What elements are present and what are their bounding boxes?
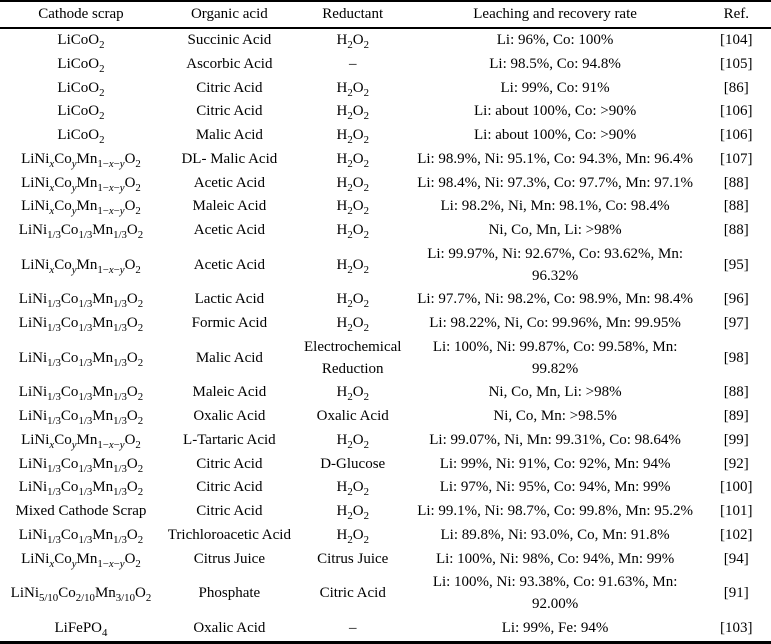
- reductant-cell: $H_2O_2$: [336, 291, 369, 311]
- ref-cell: [106]: [720, 103, 753, 120]
- table-row: [0, 288, 771, 312]
- ref-cell: [96]: [723, 291, 749, 308]
- organic-acid-cell: Maleic Acid: [192, 384, 267, 401]
- ref-cell: [88]: [723, 384, 749, 401]
- cathode-scrap-cell: $LiNi_{1/3}Co_{1/3}Mn_{1/3}O_2$: [18, 479, 144, 499]
- ref-cell: [91]: [723, 585, 749, 602]
- organic-acid-cell: Malic Acid: [195, 349, 263, 366]
- ref-cell: [106]: [720, 127, 753, 143]
- organic-acid-cell: L-Tartaric Acid: [183, 431, 276, 448]
- table-row: [0, 312, 771, 336]
- reductant-cell: $H_2O_2$: [336, 222, 369, 241]
- leaching-recovery-rate-cell: Li: 99%, Fe: 94%: [501, 619, 609, 636]
- leaching-recovery-rate-cell: Li: 99%, Co: 91%: [500, 79, 610, 96]
- cathode-scrap-cell: LiCoO$_2$: [57, 127, 105, 146]
- cathode-scrap-cell: $LiNi_xCo_yMn_{1-x-y}O_2$: [21, 174, 141, 194]
- organic-acid-cell: Citric Acid: [196, 479, 263, 496]
- leaching-recovery-rate-cell: Li: 98.4%, Ni: 97.3%, Co: 97.7%, Mn: 97.1%: [417, 174, 694, 191]
- table-row: [0, 77, 771, 101]
- reductant-cell: –: [348, 619, 357, 636]
- column-header-leaching-recovery-rate: Leaching and recovery rate: [473, 6, 637, 22]
- leaching-recovery-rate-cell: Ni, Co, Mn, Li: >98%: [488, 384, 622, 401]
- table-row: [0, 617, 771, 642]
- reductant-cell: Citric Acid: [319, 585, 386, 602]
- table-row: [0, 336, 771, 382]
- header-row: [0, 1, 771, 28]
- leaching-recovery-rate-cell: Li: about 100%, Co: >90%: [474, 127, 637, 143]
- reductant-cell: Electrochemical Reduction: [303, 338, 402, 377]
- ref-cell: [88]: [723, 222, 749, 238]
- reductant-cell: $H_2O_2$: [336, 174, 369, 194]
- organic-acid-cell: Oxalic Acid: [193, 408, 266, 424]
- table-row: [0, 429, 771, 453]
- organic-acid-cell: Citric Acid: [196, 79, 263, 96]
- reductant-cell: Citrus Juice: [317, 550, 389, 567]
- table-header: [0, 1, 771, 28]
- reductant-cell: $H_2O_2$: [336, 256, 369, 276]
- table-body: [0, 28, 771, 642]
- reductant-cell: $H_2O_2$: [336, 127, 369, 146]
- cathode-scrap-cell: $LiNi_{1/3}Co_{1/3}Mn_{1/3}O_2$: [18, 408, 144, 427]
- reductant-cell: $H_2O_2$: [336, 526, 369, 546]
- cathode-scrap-cell: LiCoO$_2$: [57, 79, 105, 99]
- table-row: [0, 500, 771, 524]
- organic-acid-cell: Succinic Acid: [187, 32, 272, 48]
- organic-acid-cell: Malic Acid: [195, 127, 263, 143]
- organic-acid-cell: Acetic Acid: [193, 222, 265, 238]
- cathode-scrap-cell: Mixed Cathode Scrap: [15, 503, 147, 519]
- ref-cell: [104]: [720, 32, 753, 48]
- leaching-recovery-rate-cell: Ni, Co, Mn: >98.5%: [493, 408, 617, 424]
- cathode-scrap-cell: $LiNi_{1/3}Co_{1/3}Mn_{1/3}O_2$: [18, 315, 144, 334]
- ref-cell: [86]: [723, 79, 749, 96]
- reductant-cell: $H_2O_2$: [336, 32, 369, 51]
- cathode-scrap-cell: $LiNi_xCo_yMn_{1-x-y}O_2$: [21, 431, 141, 451]
- column-header-reductant: Reductant: [322, 6, 384, 22]
- cathode-scrap-cell: $LiNi_{1/3}Co_{1/3}Mn_{1/3}O_2$: [18, 455, 144, 475]
- cathode-scrap-cell: LiCoO$_2$: [57, 55, 105, 75]
- cathode-scrap-cell: $LiNi_xCo_yMn_{1-x-y}O_2$: [21, 150, 141, 170]
- organic-acid-cell: Citric Acid: [196, 503, 263, 519]
- ref-cell: [92]: [723, 455, 749, 472]
- ref-cell: [99]: [723, 431, 749, 448]
- leaching-recovery-rate-cell: Li: 97%, Ni: 95%, Co: 94%, Mn: 99%: [439, 479, 671, 496]
- ref-cell: [89]: [723, 408, 749, 424]
- reductant-cell: $H_2O_2$: [336, 79, 369, 99]
- reductant-cell: $H_2O_2$: [336, 384, 369, 404]
- cathode-scrap-cell: LiCoO$_2$: [57, 103, 105, 123]
- reductant-cell: $H_2O_2$: [336, 431, 369, 451]
- organic-acid-cell: Citric Acid: [196, 455, 263, 472]
- leaching-recovery-rate-cell: Li: about 100%, Co: >90%: [474, 103, 637, 120]
- organic-acid-cell: Citrus Juice: [193, 550, 265, 567]
- organic-acid-cell: Maleic Acid: [192, 198, 267, 215]
- organic-acid-cell: Phosphate: [198, 585, 261, 602]
- organic-acid-cell: Acetic Acid: [193, 174, 265, 191]
- leaching-recovery-rate-cell: Li: 99.1%, Ni: 98.7%, Co: 99.8%, Mn: 95.2%: [417, 503, 694, 519]
- leaching-recovery-rate-cell: Li: 98.22%, Ni, Co: 99.96%, Mn: 99.95%: [429, 315, 681, 331]
- ref-cell: [88]: [723, 174, 749, 191]
- column-header-cathode-scrap: Cathode scrap: [38, 6, 124, 22]
- leaching-recovery-rate-cell: Li: 100%, Ni: 93.38%, Co: 91.63%, Mn: 92.00%: [432, 574, 678, 612]
- reductant-cell: $H_2O_2$: [336, 103, 369, 123]
- leaching-recovery-rate-cell: Li: 98.9%, Ni: 95.1%, Co: 94.3%, Mn: 96.4%: [417, 150, 694, 167]
- ref-cell: [88]: [723, 198, 749, 215]
- ref-cell: [100]: [720, 479, 753, 496]
- leaching-recovery-rate-cell: Li: 96%, Co: 100%: [496, 32, 614, 48]
- table-row: [0, 453, 771, 477]
- organic-acid-cell: DL- Malic Acid: [181, 150, 278, 167]
- table-row: [0, 548, 771, 572]
- ref-cell: [94]: [723, 550, 749, 567]
- leaching-recovery-rate-cell: Li: 100%, Ni: 98%, Co: 94%, Mn: 99%: [435, 550, 675, 567]
- table-row: [0, 124, 771, 148]
- cathode-scrap-cell: $LiNi_{1/3}Co_{1/3}Mn_{1/3}O_2$: [18, 222, 144, 241]
- reductant-cell: $H_2O_2$: [336, 198, 369, 218]
- organic-acid-cell: Citric Acid: [196, 103, 263, 120]
- table-row: [0, 148, 771, 172]
- table-row: [0, 28, 771, 53]
- column-header-organic-acid: Organic acid: [190, 6, 268, 22]
- cathode-scrap-cell: $LiNi_xCo_yMn_{1-x-y}O_2$: [21, 198, 141, 218]
- organic-acid-cell: Lactic Acid: [194, 291, 265, 308]
- cathode-scrap-cell: $LiNi_{5/10}Co_{2/10}Mn_{3/10}O_2$: [10, 585, 152, 605]
- reductant-cell: –: [348, 55, 357, 72]
- table-row: [0, 476, 771, 500]
- organic-acid-cell: Ascorbic Acid: [186, 55, 273, 72]
- ref-cell: [98]: [723, 349, 749, 366]
- leaching-recovery-rate-cell: Ni, Co, Mn, Li: >98%: [488, 222, 622, 238]
- cathode-scrap-cell: LiFePO$_4$: [54, 619, 108, 639]
- table-row: [0, 524, 771, 548]
- ref-cell: [102]: [720, 526, 753, 543]
- table-row: [0, 172, 771, 196]
- cathode-scrap-cell: $LiNi_{1/3}Co_{1/3}Mn_{1/3}O_2$: [18, 291, 144, 311]
- table-row: [0, 381, 771, 405]
- cathode-scrap-cell: $LiNi_{1/3}Co_{1/3}Mn_{1/3}O_2$: [18, 349, 144, 369]
- ref-cell: [103]: [720, 619, 753, 636]
- table-row: [0, 571, 771, 617]
- table-row: [0, 195, 771, 219]
- reductant-cell: $H_2O_2$: [336, 479, 369, 499]
- ref-cell: [107]: [720, 150, 753, 167]
- cathode-scrap-cell: $LiNi_xCo_yMn_{1-x-y}O_2$: [21, 550, 141, 570]
- organic-acid-cell: Trichloroacetic Acid: [167, 526, 291, 543]
- leaching-recovery-rate-cell: Li: 98.2%, Ni, Mn: 98.1%, Co: 98.4%: [440, 198, 670, 215]
- leaching-recovery-rate-cell: Li: 100%, Ni: 99.87%, Co: 99.58%, Mn: 99.82%: [432, 338, 678, 377]
- leaching-recovery-rate-cell: Li: 98.5%, Co: 94.8%: [489, 55, 621, 72]
- table-row: [0, 243, 771, 289]
- leaching-recovery-rate-cell: Li: 99.07%, Ni, Mn: 99.31%, Co: 98.64%: [429, 431, 681, 448]
- ref-cell: [105]: [720, 55, 753, 72]
- table-row: [0, 405, 771, 429]
- column-header-ref: Ref.: [723, 6, 749, 22]
- reductant-cell: $H_2O_2$: [336, 315, 369, 334]
- ref-cell: [97]: [723, 315, 749, 331]
- leaching-recovery-rate-cell: Li: 99%, Ni: 91%, Co: 92%, Mn: 94%: [439, 455, 671, 472]
- organic-acid-cell: Oxalic Acid: [193, 619, 266, 636]
- reductant-cell: D-Glucose: [320, 455, 386, 472]
- cathode-scrap-cell: $LiNi_xCo_yMn_{1-x-y}O_2$: [21, 256, 141, 276]
- cathode-scrap-cell: $LiNi_{1/3}Co_{1/3}Mn_{1/3}O_2$: [18, 526, 144, 546]
- reductant-cell: $H_2O_2$: [336, 503, 369, 522]
- leaching-recovery-rate-cell: Li: 97.7%, Ni: 98.2%, Co: 98.9%, Mn: 98.4%: [417, 291, 694, 308]
- reductant-cell: $H_2O_2$: [336, 150, 369, 170]
- ref-cell: [101]: [720, 503, 753, 519]
- leaching-recovery-rate-cell: Li: 89.8%, Ni: 93.0%, Co, Mn: 91.8%: [440, 526, 670, 543]
- organic-acid-cell: Acetic Acid: [193, 256, 265, 273]
- cathode-scrap-cell: LiCoO$_2$: [57, 32, 105, 51]
- organic-acid-cell: Formic Acid: [191, 315, 268, 331]
- leaching-recovery-rate-cell: Li: 99.97%, Ni: 92.67%, Co: 93.62%, Mn: 96.32%: [427, 245, 684, 284]
- reductant-cell: Oxalic Acid: [316, 408, 389, 424]
- ref-cell: [95]: [723, 256, 749, 273]
- table-row: [0, 100, 771, 124]
- table-row: [0, 53, 771, 77]
- cathode-scrap-cell: $LiNi_{1/3}Co_{1/3}Mn_{1/3}O_2$: [18, 384, 144, 404]
- table-row: [0, 219, 771, 243]
